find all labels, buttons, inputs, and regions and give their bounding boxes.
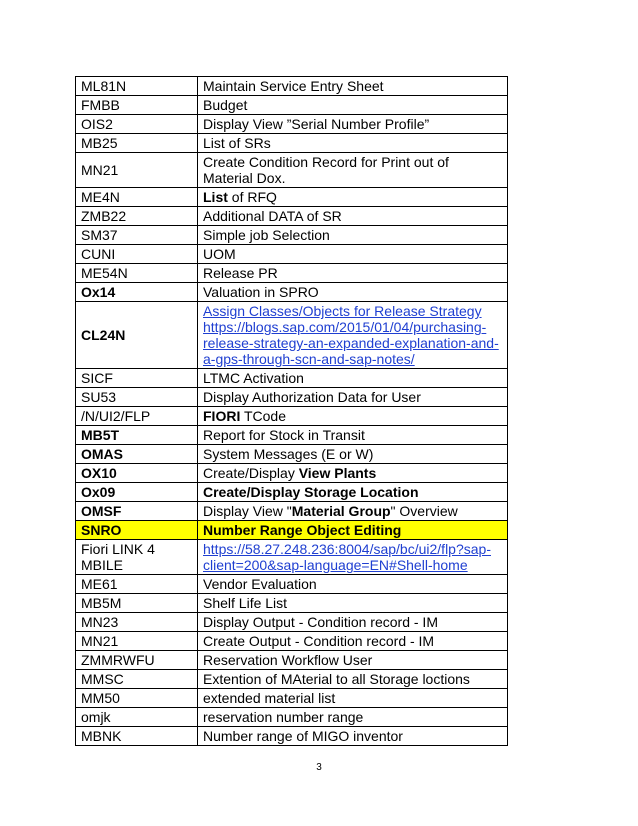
tcode-cell: FMBB — [76, 96, 198, 115]
tcode-cell: Fiori LINK 4 MBILE — [76, 540, 198, 575]
description-cell: List of SRs — [198, 134, 508, 153]
tcode-cell: MB5M — [76, 594, 198, 613]
description-cell: System Messages (E or W) — [198, 445, 508, 464]
description-cell: Display Output - Condition record - IM — [198, 613, 508, 632]
table-row — [76, 483, 508, 502]
description-cell: UOM — [198, 245, 508, 264]
description-cell: Valuation in SPRO — [198, 283, 508, 302]
table-row — [76, 302, 508, 369]
description-cell: Display View ”Serial Number Profile” — [198, 115, 508, 134]
fiori-link[interactable]: https://58.27.248.236:8004/sap/bc/ui2/flp?sap-client=200&sap-language=EN#Shell-home — [203, 541, 491, 573]
description-cell: Number range of MIGO inventor — [198, 727, 508, 746]
description-text: " Overview — [390, 503, 458, 519]
table-row — [76, 188, 508, 207]
table-row — [76, 388, 508, 407]
tcode-cell: SM37 — [76, 226, 198, 245]
table-row — [76, 464, 508, 483]
description-cell: Additional DATA of SR — [198, 207, 508, 226]
description-cell: Extention of MAterial to all Storage loctions — [198, 670, 508, 689]
release-strategy-link[interactable]: Assign Classes/Objects for Release Strategy — [203, 303, 482, 319]
description-cell: Reservation Workflow User — [198, 651, 508, 670]
tcode-cell: OIS2 — [76, 115, 198, 134]
description-bold-text: Material Group — [291, 503, 391, 519]
description-bold-text: View Plants — [298, 465, 377, 481]
tcode-cell: MN21 — [76, 632, 198, 651]
page-number: 3 — [316, 762, 322, 773]
table-row — [76, 426, 508, 445]
table-row — [76, 264, 508, 283]
table-row — [76, 134, 508, 153]
description-cell: reservation number range — [198, 708, 508, 727]
description-cell: Create Output - Condition record - IM — [198, 632, 508, 651]
description-cell: Release PR — [198, 264, 508, 283]
table-row — [76, 502, 508, 521]
tcode-cell: MB25 — [76, 134, 198, 153]
table-row — [76, 226, 508, 245]
tcode-cell: ME61 — [76, 575, 198, 594]
table-row — [76, 575, 508, 594]
table-row — [76, 445, 508, 464]
tcode-table — [75, 76, 508, 746]
description-cell: Shelf Life List — [198, 594, 508, 613]
table-row — [76, 670, 508, 689]
description-text: TCode — [240, 408, 287, 424]
tcode-cell: CL24N — [76, 302, 198, 369]
table-row — [76, 727, 508, 746]
tcode-cell: Ox09 — [76, 483, 198, 502]
table-row — [76, 689, 508, 708]
table-row — [76, 632, 508, 651]
table-row — [76, 540, 508, 575]
description-cell — [198, 540, 508, 575]
tcode-cell: OX10 — [76, 464, 198, 483]
table-row — [76, 369, 508, 388]
table-row — [76, 77, 508, 96]
tcode-cell: MMSC — [76, 670, 198, 689]
tcode-cell: MBNK — [76, 727, 198, 746]
description-cell: Maintain Service Entry Sheet — [198, 77, 508, 96]
tcode-cell: MM50 — [76, 689, 198, 708]
table-row — [76, 651, 508, 670]
table-row — [76, 613, 508, 632]
tcode-cell: SICF — [76, 369, 198, 388]
table-row — [76, 708, 508, 727]
tcode-cell: MN23 — [76, 613, 198, 632]
description-cell: Create Condition Record for Print out of Material Dox. — [198, 153, 508, 188]
description-cell — [198, 407, 508, 426]
tcode-cell: Ox14 — [76, 283, 198, 302]
description-cell: Report for Stock in Transit — [198, 426, 508, 445]
table-row — [76, 207, 508, 226]
blog-link[interactable]: https://blogs.sap.com/2015/01/04/purchasing-release-strategy-an-expanded-explanation-and-a-gps-through-scn-and-sap-notes/ — [203, 319, 499, 367]
tcode-cell: /N/UI2/FLP — [76, 407, 198, 426]
tcode-cell: SU53 — [76, 388, 198, 407]
description-cell: LTMC Activation — [198, 369, 508, 388]
highlighted-table-row — [76, 521, 508, 540]
table-row — [76, 407, 508, 426]
description-cell: Simple job Selection — [198, 226, 508, 245]
tcode-cell: ME4N — [76, 188, 198, 207]
description-cell: Vendor Evaluation — [198, 575, 508, 594]
description-cell: extended material list — [198, 689, 508, 708]
description-text: Create/Display — [203, 465, 299, 481]
description-cell: Display Authorization Data for User — [198, 388, 508, 407]
description-text: Display View " — [203, 503, 292, 519]
tcode-cell: OMAS — [76, 445, 198, 464]
description-cell: Create/Display Storage Location — [198, 483, 508, 502]
tcode-cell: SNRO — [76, 521, 198, 540]
description-cell — [198, 188, 508, 207]
tcode-cell: ME54N — [76, 264, 198, 283]
description-text: of RFQ — [227, 189, 277, 205]
table-row — [76, 594, 508, 613]
tcode-cell: omjk — [76, 708, 198, 727]
table-row — [76, 115, 508, 134]
description-cell — [198, 302, 508, 369]
tcode-cell: ML81N — [76, 77, 198, 96]
description-cell — [198, 464, 508, 483]
tcode-cell: MN21 — [76, 153, 198, 188]
description-cell — [198, 502, 508, 521]
description-bold-text: List — [203, 189, 228, 205]
tcode-cell: OMSF — [76, 502, 198, 521]
table-row — [76, 283, 508, 302]
tcode-cell: ZMMRWFU — [76, 651, 198, 670]
tcode-cell: ZMB22 — [76, 207, 198, 226]
tcode-cell: MB5T — [76, 426, 198, 445]
description-cell: Number Range Object Editing — [198, 521, 508, 540]
table-row — [76, 153, 508, 188]
table-row — [76, 96, 508, 115]
description-bold-text: FIORI — [203, 408, 241, 424]
table-row — [76, 245, 508, 264]
description-cell: Budget — [198, 96, 508, 115]
tcode-cell: CUNI — [76, 245, 198, 264]
